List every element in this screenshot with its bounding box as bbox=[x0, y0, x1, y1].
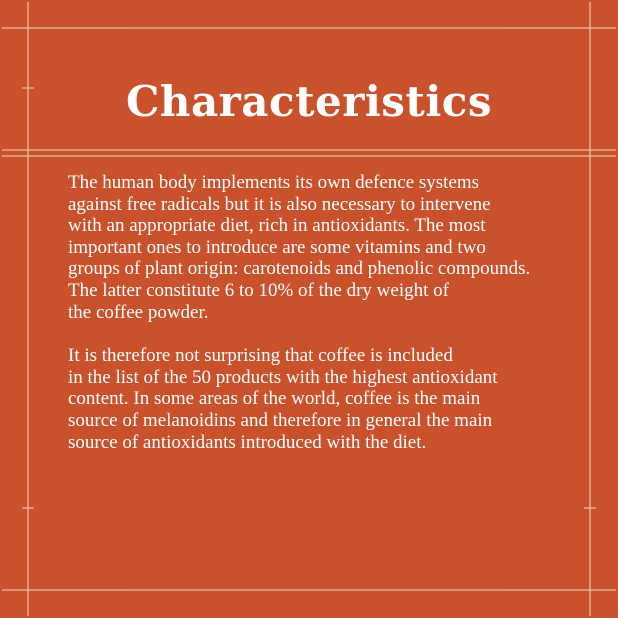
paragraph-1: The human body implements its own defence systems against free radicals but it is also necessary to intervene with an appropriate diet, rich in antioxidants. The most important ones to introduce are some vitamins and two groups of plant origin: carotenoids and phenolic compounds. The latter constitute 6 to 10% of the dry weight of the coffee powder. bbox=[68, 172, 531, 323]
paragraph-2: It is therefore not surprising that coffee is included in the list of the 50 products with the highest antioxidant content. In some areas of the world, coffee is the main source of melanoidins and therefore in general the main source of antioxidants introduced with the diet. bbox=[68, 345, 498, 453]
page-title: Characteristics bbox=[125, 77, 493, 127]
body-text bbox=[68, 172, 608, 453]
